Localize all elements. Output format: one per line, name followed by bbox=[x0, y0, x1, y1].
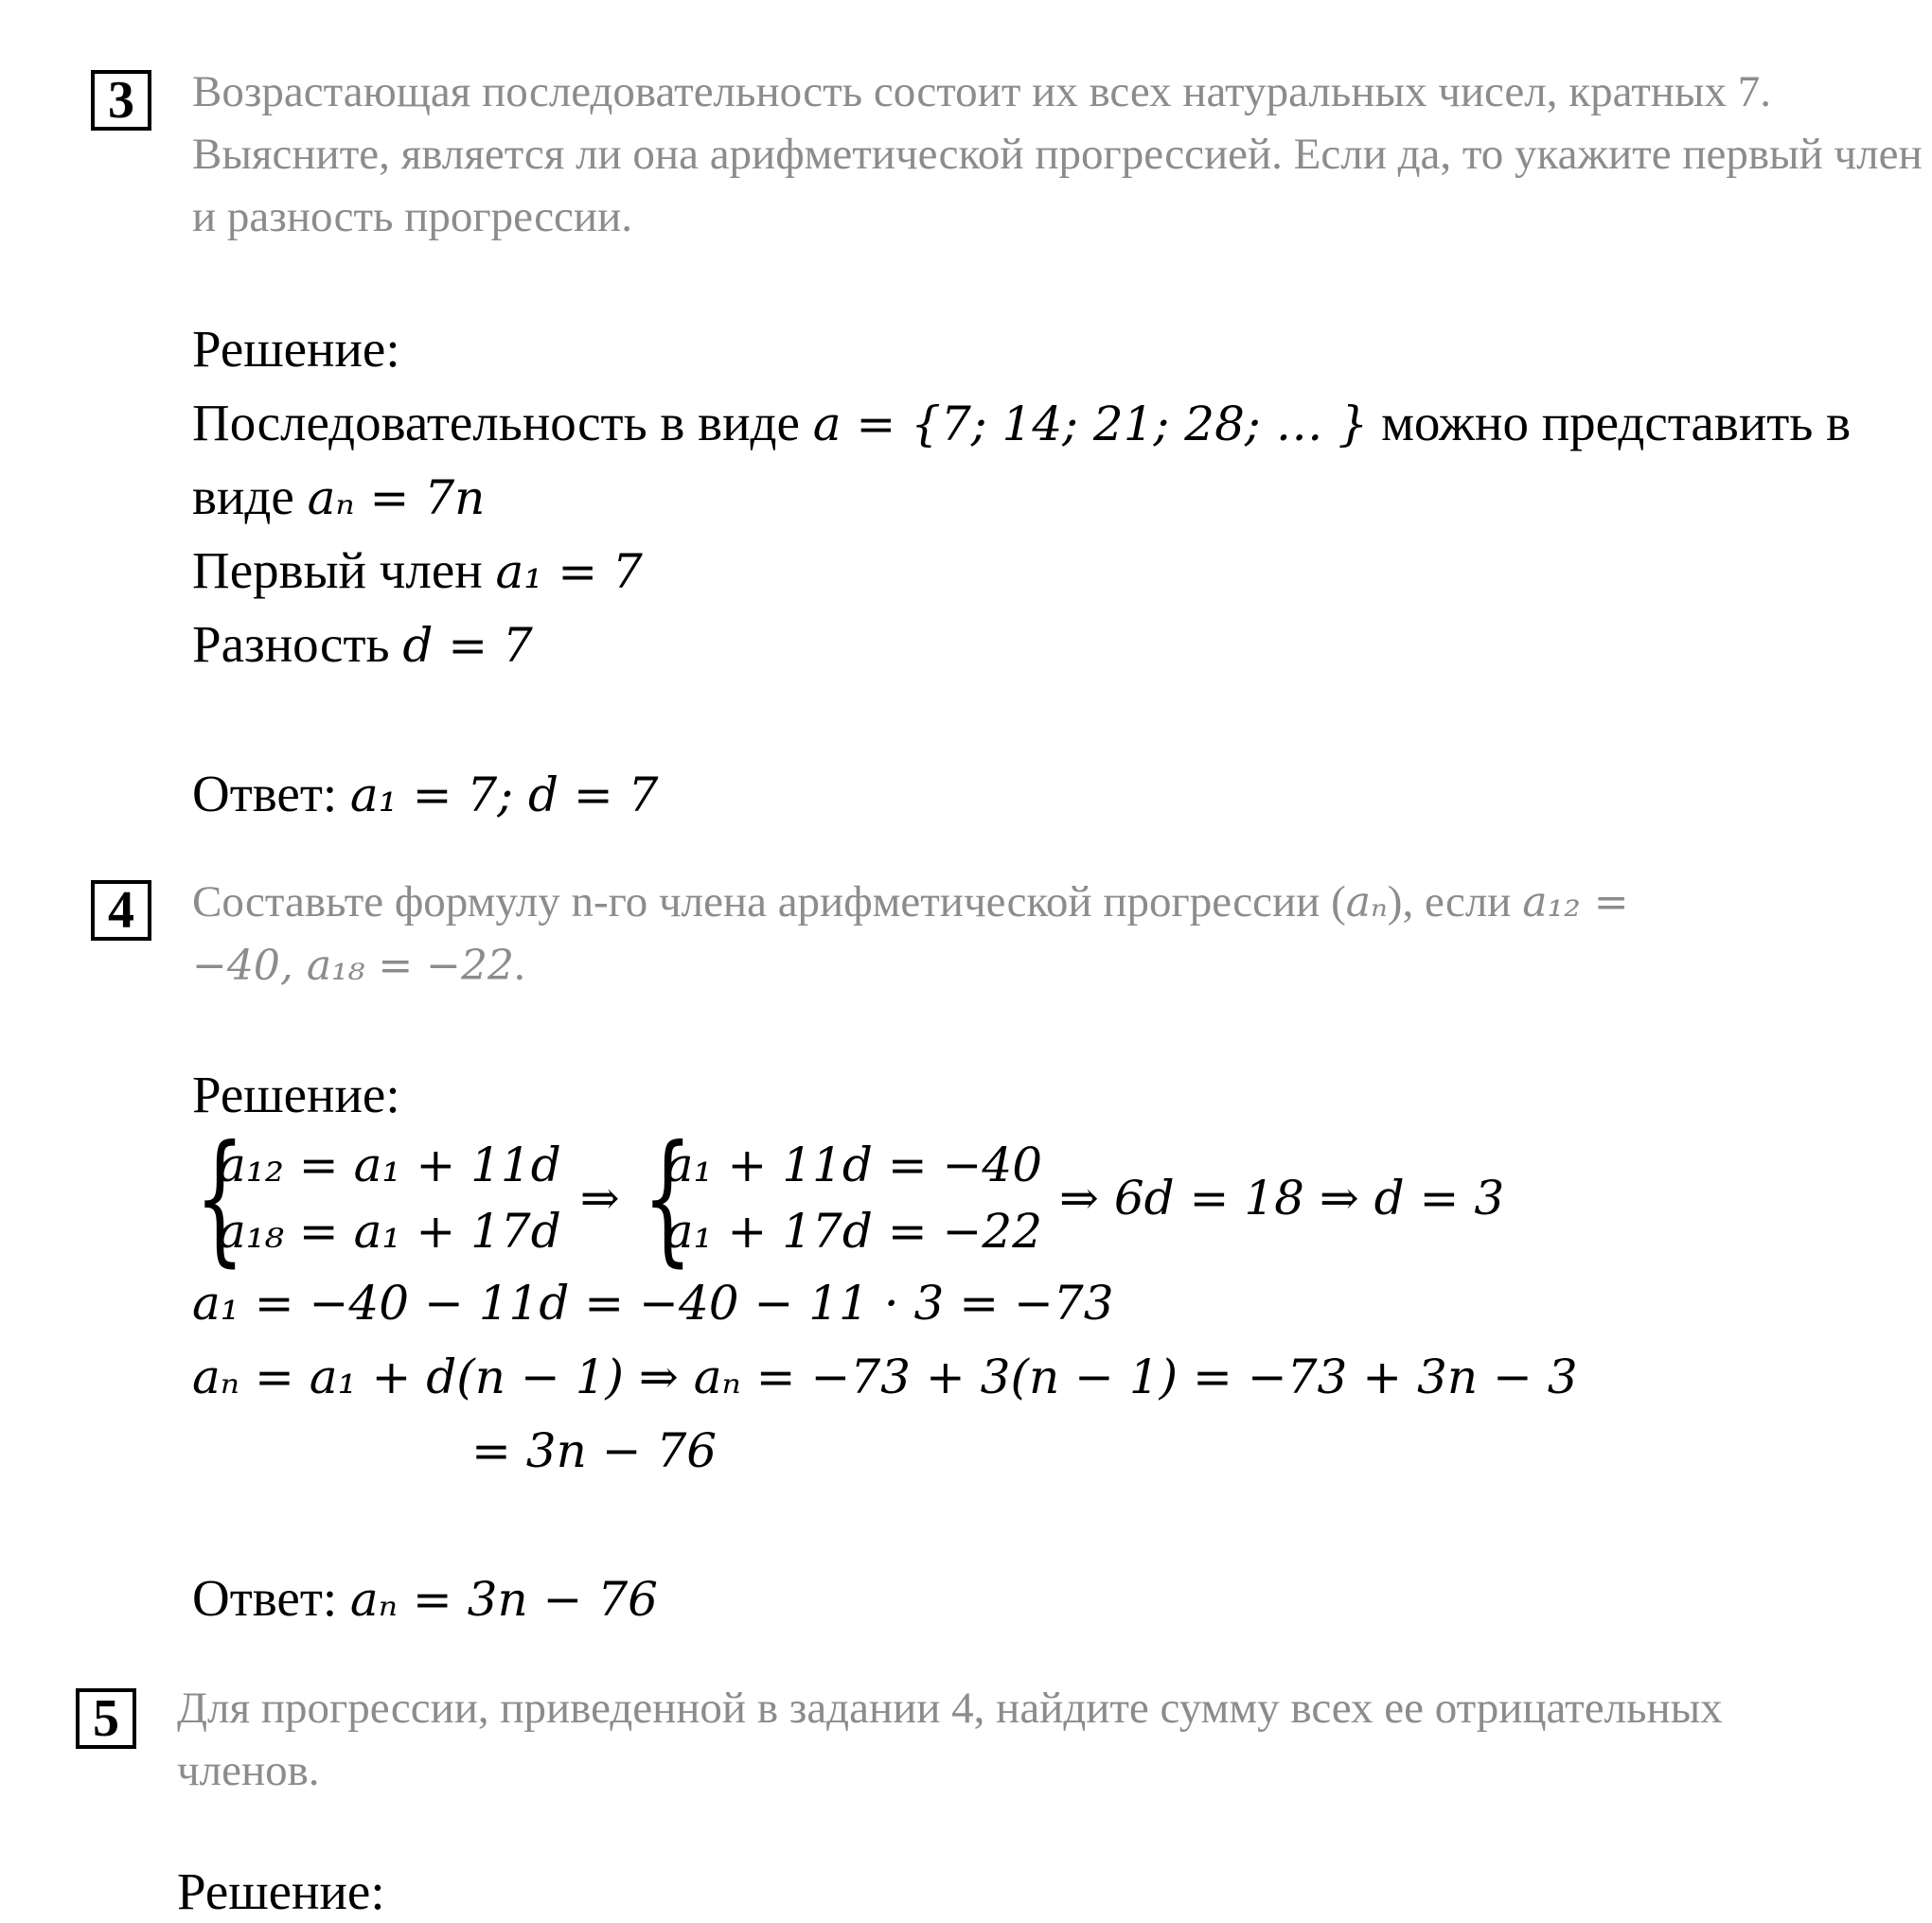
solution-line: aₙ = a₁ + d(n − 1) ⇒ aₙ = −73 + 3(n − 1) = −73 + 3n − 3 bbox=[192, 1350, 1578, 1404]
condition-text: Составьте формулу n-го члена арифметической прогрессии ( bbox=[192, 877, 1346, 926]
solution-line bbox=[192, 392, 1851, 455]
solution-text: виде bbox=[192, 468, 308, 525]
solution-text: Разность bbox=[192, 615, 403, 673]
formula: a = {7; 14; 21; 28; … } bbox=[812, 397, 1369, 451]
system-row: a₁ + 11d = −40 bbox=[665, 1138, 1043, 1192]
task-number-box: 3 bbox=[91, 70, 151, 131]
brace: { bbox=[195, 1116, 245, 1280]
brace: { bbox=[642, 1116, 693, 1280]
solution-text: Последовательность в виде bbox=[192, 394, 813, 451]
answer-line bbox=[192, 1567, 658, 1631]
system-row: a₁₈ = a₁ + 17d bbox=[218, 1204, 561, 1259]
implies-arrow: ⇒ bbox=[579, 1171, 620, 1226]
solution-text: можно представить в bbox=[1368, 394, 1852, 451]
solution-label: Решение: bbox=[177, 1862, 385, 1920]
condition-text: ), если bbox=[1387, 877, 1523, 926]
solution-line bbox=[192, 466, 485, 529]
solution-line bbox=[192, 613, 533, 677]
formula: aₙ = 7n bbox=[307, 470, 486, 525]
solution-text: Первый член bbox=[192, 541, 496, 599]
system-rows bbox=[218, 1132, 561, 1264]
task-condition: Возрастающая последовательность состоит их всех натуральных чисел, кратных 7. Выясните, является ли она арифметической прогрессией. Если да, то укажите первый член и разность прогрессии. bbox=[192, 67, 1923, 241]
formula: a₁ = 7 bbox=[495, 544, 643, 599]
solution-line: a₁ = −40 − 11d = −40 − 11 · 3 = −73 bbox=[192, 1276, 1114, 1331]
task-number-box: 4 bbox=[91, 880, 151, 941]
task-number-box: 5 bbox=[76, 1688, 136, 1749]
system-row: a₁₂ = a₁ + 11d bbox=[218, 1138, 561, 1192]
formula: aₙ bbox=[1345, 878, 1388, 926]
task-condition bbox=[192, 871, 1924, 997]
answer-formula: a₁ = 7; d = 7 bbox=[349, 767, 659, 822]
answer-formula: aₙ = 3n − 76 bbox=[349, 1572, 658, 1627]
formula: d = 7 bbox=[402, 618, 533, 673]
solution-label: Решение: bbox=[192, 320, 400, 378]
answer-label: Ответ: bbox=[192, 1569, 350, 1627]
condition-text: . bbox=[514, 941, 525, 990]
answer-label: Ответ: bbox=[192, 765, 350, 822]
solution-label: Решение: bbox=[192, 1066, 400, 1123]
answer-line bbox=[192, 763, 658, 826]
task-condition: Для прогрессии, приведенной в задании 4, найдите сумму всех ее отрицательных членов. bbox=[177, 1684, 1723, 1795]
system-result: ⇒ 6d = 18 ⇒ d = 3 bbox=[1059, 1171, 1505, 1226]
formula: −40, a₁₈ = −22 bbox=[192, 942, 515, 990]
formula: a₁₂ = bbox=[1522, 878, 1629, 926]
system-rows bbox=[665, 1132, 1042, 1264]
solution-line bbox=[192, 539, 643, 603]
solution-line: = 3n − 76 bbox=[471, 1423, 718, 1478]
equation-system bbox=[178, 1116, 1505, 1280]
system-row: a₁ + 17d = −22 bbox=[665, 1204, 1043, 1259]
